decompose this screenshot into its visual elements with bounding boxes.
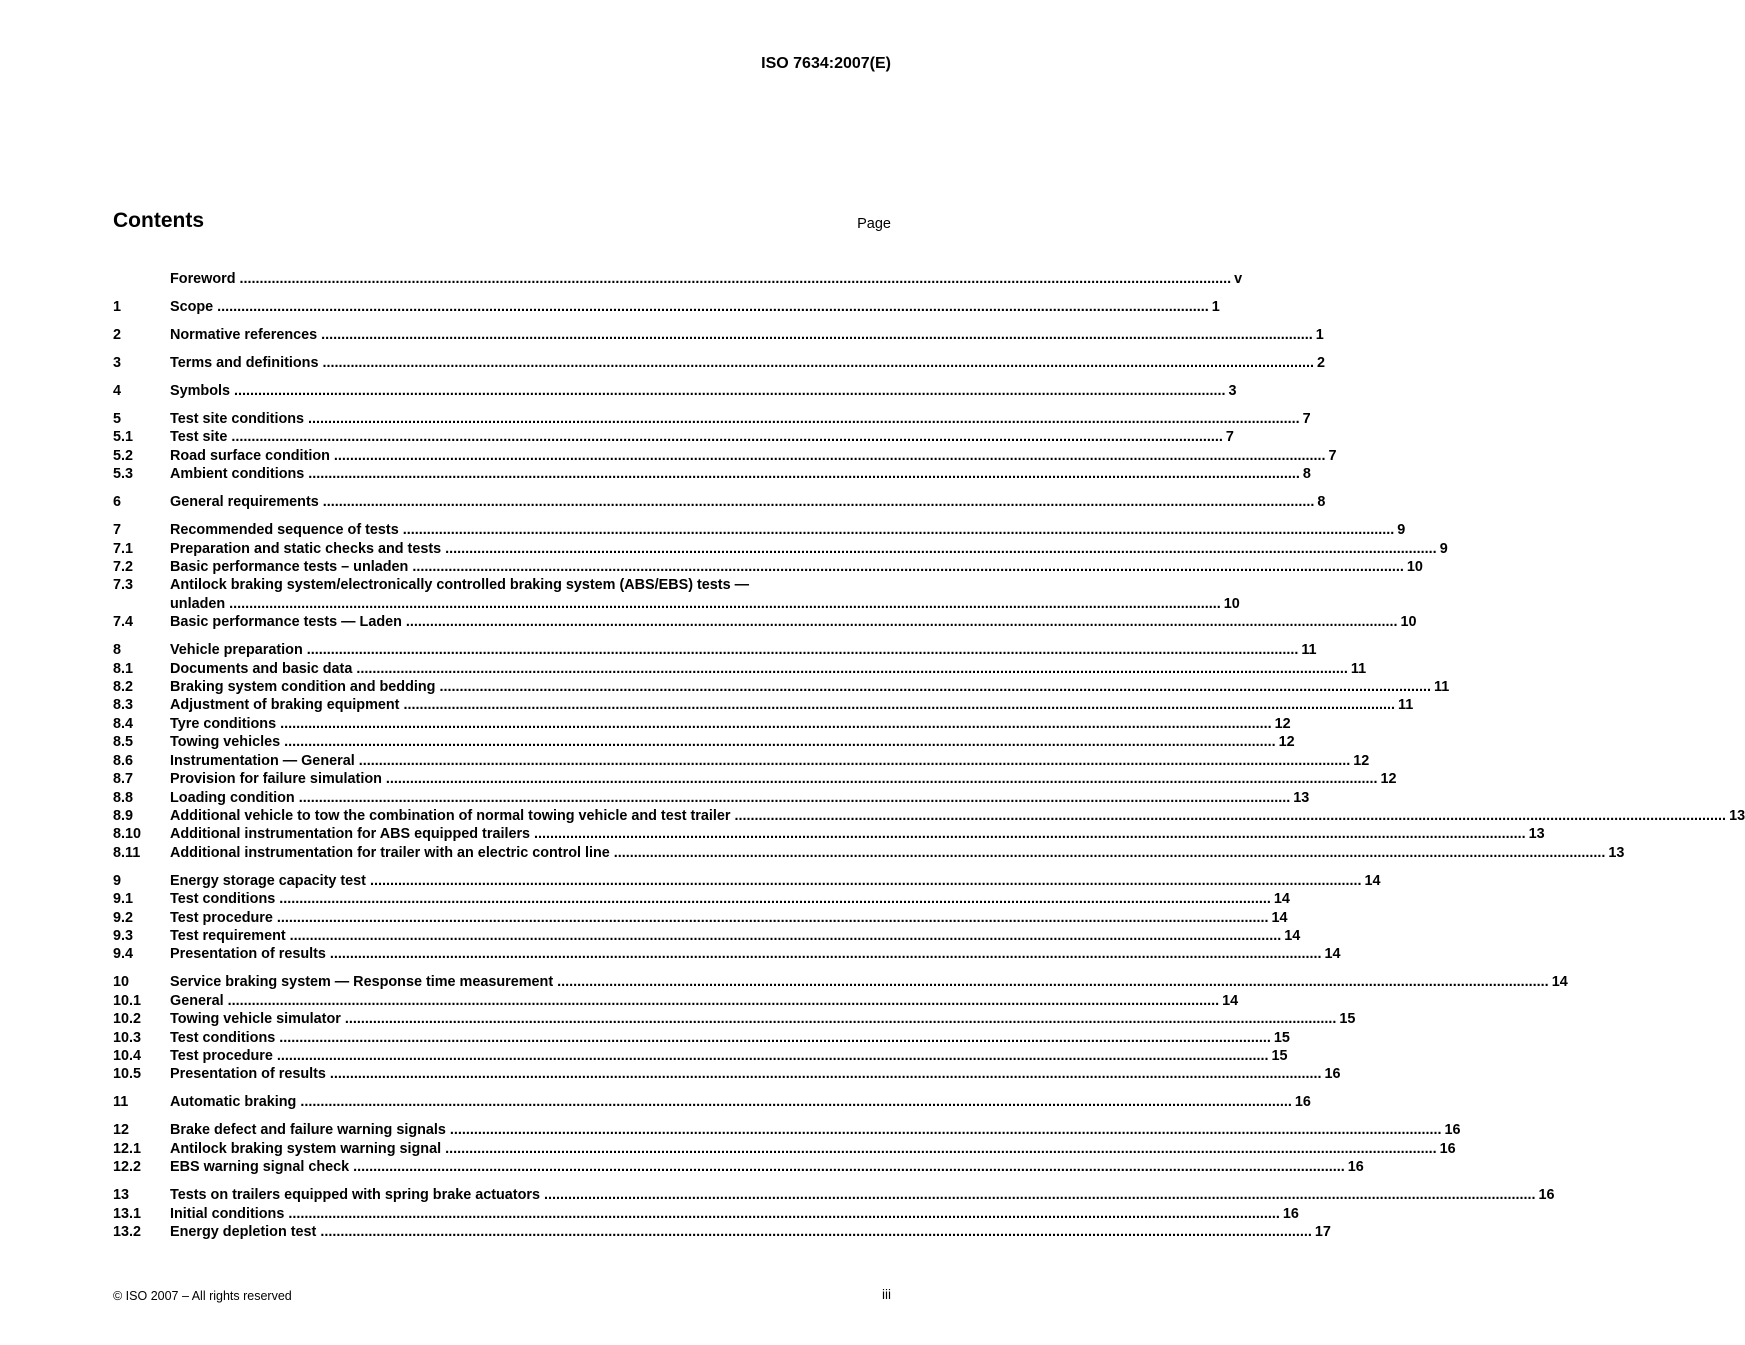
toc-entry-page: 13 (1293, 789, 1310, 806)
toc-entry[interactable] (113, 1093, 1311, 1111)
toc-entry-page: 16 (1347, 1159, 1364, 1176)
toc-entry-page: 11 (1398, 697, 1414, 714)
toc-entry[interactable] (113, 1140, 1456, 1158)
toc-entry-number: 3 (113, 355, 122, 371)
toc-entry-page: 13 (1729, 807, 1745, 824)
toc-entry-title: Automatic braking ..... (170, 1093, 1292, 1111)
toc-entry[interactable] (113, 354, 1326, 372)
toc-entry-page: 11 (1434, 679, 1450, 696)
toc-entry[interactable] (113, 447, 1337, 465)
toc-entry-number: 9 (113, 872, 122, 889)
toc-entry-page: 14 (1271, 909, 1288, 926)
toc-entry-title: Instrumentation — General ..... (170, 752, 1350, 770)
toc-entry-number: 8.9 (113, 807, 134, 824)
toc-entry[interactable] (113, 521, 1406, 539)
toc-entry-page: 15 (1271, 1047, 1288, 1064)
toc-entry-number: 1 (113, 299, 122, 315)
toc-entry-page: 12 (1278, 734, 1295, 751)
toc-entry-page: 10 (1400, 614, 1417, 631)
toc-entry-title: Towing vehicles ..... (170, 733, 1276, 751)
toc-entry-page: 11 (1301, 642, 1317, 659)
toc-entry-title: Terms and definitions ..... (170, 354, 1314, 372)
toc-entry[interactable] (113, 326, 1324, 344)
toc-entry[interactable] (113, 770, 1397, 788)
toc-entry-number: 8.7 (113, 771, 134, 788)
toc-entry-page: 14 (1364, 872, 1381, 889)
toc-entry-title: Test conditions ..... (170, 1029, 1271, 1047)
page-number: iii (882, 1287, 891, 1302)
toc-entry-page: 3 (1228, 383, 1237, 399)
toc-entry-title: Documents and basic data ..... (170, 660, 1348, 678)
toc-entry-title: Preparation and static checks and tests ..... (170, 540, 1437, 558)
toc-entry-number: 10 (113, 974, 130, 991)
toc-entry-title: Antilock braking system warning signal ..... (170, 1140, 1437, 1158)
toc-entry[interactable] (113, 1205, 1299, 1223)
toc-entry[interactable] (113, 992, 1239, 1010)
toc-entry-number: 10.3 (113, 1029, 142, 1046)
toc-entry-page: 16 (1444, 1122, 1461, 1139)
toc-entry[interactable] (113, 1186, 1555, 1204)
contents-heading: Contents (113, 209, 204, 232)
toc-entry-title: Test requirement ..... (170, 927, 1281, 945)
toc-entry-title: Adjustment of braking equipment ..... (170, 696, 1395, 714)
toc-entry-page: 1 (1211, 299, 1220, 315)
toc-entry-title: Recommended sequence of tests ..... (170, 521, 1394, 539)
toc-entry-page: v (1234, 271, 1243, 287)
toc-entry-title: Towing vehicle simulator ..... (170, 1010, 1336, 1028)
copyright-notice: © ISO 2007 – All rights reserved (113, 1289, 292, 1303)
toc-entry-page: 17 (1314, 1224, 1331, 1240)
toc-entry[interactable] (113, 576, 1240, 613)
toc-entry-title: Additional instrumentation for ABS equipped trailers ..... (170, 825, 1526, 843)
toc-entry-title: Test procedure ..... (170, 1047, 1268, 1065)
toc-entry-page: 2 (1317, 355, 1326, 371)
toc-entry-title-continued: unladen ..... (170, 595, 1221, 613)
toc-entry-page: 8 (1302, 466, 1311, 483)
toc-entry-number: 8.3 (113, 697, 134, 714)
toc-entry-number: 5 (113, 411, 122, 427)
toc-entry-number: 8.4 (113, 715, 134, 732)
toc-entry-title: Braking system condition and bedding ..... (170, 678, 1431, 696)
toc-entry[interactable] (113, 410, 1311, 428)
toc-entry[interactable] (113, 825, 1545, 843)
toc-entry[interactable] (113, 660, 1367, 678)
toc-entry-title: Tests on trailers equipped with spring brake actuators ..... (170, 1186, 1536, 1204)
toc-entry-page: 7 (1302, 411, 1311, 427)
toc-entry-number: 9.4 (113, 946, 134, 963)
page-column-label: Page (857, 216, 891, 232)
toc-entry-number: 7 (113, 522, 122, 539)
toc-entry[interactable] (113, 1047, 1288, 1065)
toc-entry-page: 11 (1350, 660, 1367, 677)
toc-entry-number: 8.2 (113, 679, 134, 696)
toc-entry[interactable] (113, 973, 1568, 991)
toc-entry-title: EBS warning signal check ..... (170, 1158, 1345, 1176)
toc-entry[interactable] (113, 1158, 1364, 1176)
toc-entry-number: 8.5 (113, 734, 134, 751)
toc-entry-page: 15 (1273, 1029, 1290, 1046)
toc-entry-page: 8 (1317, 494, 1326, 511)
toc-entry-page: 10 (1406, 559, 1423, 576)
toc-entry-number: 9.3 (113, 927, 134, 944)
toc-entry-page: 16 (1324, 1066, 1341, 1083)
toc-entry-number: 10.5 (113, 1066, 142, 1083)
toc-entry-number: 8.8 (113, 789, 134, 806)
toc-entry-title: Basic performance tests – unladen ..... (170, 558, 1404, 576)
toc-entry-page: 9 (1397, 522, 1406, 539)
toc-entry[interactable] (113, 1121, 1461, 1139)
toc-entry-number: 8.11 (113, 844, 141, 861)
toc-entry-page: 12 (1353, 752, 1370, 769)
toc-entry-title: Energy depletion test ..... (170, 1223, 1312, 1241)
toc-entry[interactable] (113, 752, 1370, 770)
toc-entry-page: 7 (1225, 429, 1234, 446)
toc-entry[interactable] (113, 641, 1317, 659)
toc-entry-page: 16 (1538, 1187, 1555, 1204)
toc-entry[interactable] (113, 298, 1220, 316)
document-id: ISO 7634:2007(E) (761, 55, 891, 72)
toc-entry[interactable] (113, 696, 1414, 714)
toc-entry-number: 10.1 (113, 992, 142, 1009)
toc-entry-number: 7.3 (113, 577, 134, 594)
toc-entry[interactable] (113, 844, 1625, 862)
toc-entry[interactable] (113, 789, 1310, 807)
toc-entry-number: 7.1 (113, 540, 134, 557)
toc-entry[interactable] (113, 1010, 1356, 1028)
toc-entry-title: Additional vehicle to tow the combination of normal towing vehicle and test trailer ..... (170, 807, 1726, 825)
toc-entry[interactable] (113, 270, 1243, 288)
toc-entry[interactable] (113, 807, 1745, 825)
toc-entry-page: 12 (1380, 771, 1397, 788)
toc-entry-title: Initial conditions ..... (170, 1205, 1280, 1223)
toc-entry-page: 12 (1274, 715, 1291, 732)
toc-entry-title: Brake defect and failure warning signals ..... (170, 1121, 1441, 1139)
toc-entry-title: Presentation of results ..... (170, 1065, 1322, 1083)
toc-entry-number: 8.10 (113, 826, 142, 843)
toc-entry-number: 12.1 (113, 1140, 142, 1157)
toc-entry-title: Road surface condition ..... (170, 447, 1325, 465)
toc-entry-number: 12 (113, 1122, 130, 1139)
toc-entry-title: Test conditions ..... (170, 890, 1271, 908)
toc-entry-number: 7.4 (113, 614, 134, 631)
toc-entry-title: Normative references ..... (170, 326, 1313, 344)
toc-entry-number: 13.2 (113, 1224, 142, 1240)
toc-entry-page: 10 (1223, 595, 1240, 612)
toc-entry[interactable] (113, 872, 1381, 890)
toc-entry-page: 7 (1328, 447, 1337, 464)
toc-entry-number: 8.1 (113, 660, 134, 677)
toc-entry-page: 14 (1324, 946, 1341, 963)
toc-entry-number: 12.2 (113, 1159, 142, 1176)
toc-entry-number: 5.2 (113, 447, 134, 464)
toc-entry-number: 11 (113, 1094, 129, 1111)
toc-entry-number: 8 (113, 642, 122, 659)
toc-entry-page: 14 (1284, 927, 1301, 944)
toc-entry-number: 7.2 (113, 559, 134, 576)
toc-entry-title: Test site conditions ..... (170, 410, 1300, 428)
toc-entry[interactable] (113, 1029, 1290, 1047)
toc-entry-title: Ambient conditions ..... (170, 465, 1300, 483)
toc-entry-page: 16 (1439, 1140, 1456, 1157)
toc-entry-title: Loading condition ..... (170, 789, 1290, 807)
toc-entry-page: 13 (1608, 844, 1625, 861)
toc-entry-number: 5.3 (113, 466, 134, 483)
toc-entry-page: 14 (1222, 992, 1239, 1009)
toc-entry-number: 13.1 (113, 1205, 142, 1222)
toc-entry[interactable] (113, 927, 1301, 945)
toc-entry-number: 13 (113, 1187, 130, 1204)
toc-entry-number: 10.4 (113, 1047, 142, 1064)
toc-entry-title: Additional instrumentation for trailer with an electric control line ..... (170, 844, 1605, 862)
toc-entry-number: 9.1 (113, 891, 134, 908)
toc-entry[interactable] (113, 1223, 1331, 1241)
toc-entry-title: Scope ..... (170, 298, 1209, 316)
toc-entry-title: Basic performance tests — Laden ..... (170, 613, 1398, 631)
toc-entry[interactable] (113, 733, 1295, 751)
toc-entry-number: 5.1 (113, 429, 134, 446)
toc-entry-number: 6 (113, 494, 122, 511)
toc-entry[interactable] (113, 465, 1311, 483)
toc-entry-page: 1 (1315, 327, 1324, 343)
toc-entry[interactable] (113, 909, 1288, 927)
toc-entry-title: Foreword ..... (170, 270, 1231, 288)
toc-entry-page: 15 (1339, 1011, 1356, 1028)
toc-entry-page: 14 (1551, 974, 1568, 991)
toc-entry-title: Test site ..... (170, 428, 1223, 446)
toc-entry-title: Energy storage capacity test ..... (170, 872, 1362, 890)
toc-entry[interactable] (113, 1065, 1341, 1083)
toc-entry-title: Tyre conditions ..... (170, 715, 1272, 733)
toc-entry-number: 8.6 (113, 752, 134, 769)
toc-entry-title: General requirements ..... (170, 493, 1314, 511)
toc-entry[interactable] (113, 613, 1417, 631)
toc-entry-number: 9.2 (113, 909, 134, 926)
table-of-contents (113, 270, 1745, 1241)
toc-entry-page: 16 (1294, 1094, 1311, 1111)
toc-entry-page: 9 (1439, 540, 1448, 557)
toc-entry-title: Symbols ..... (170, 382, 1226, 400)
toc-entry-number: 2 (113, 327, 122, 343)
toc-entry-title: Vehicle preparation ..... (170, 641, 1298, 659)
toc-entry-page: 13 (1528, 826, 1545, 843)
toc-entry-title: Provision for failure simulation ..... (170, 770, 1377, 788)
toc-entry-number: 10.2 (113, 1011, 142, 1028)
toc-entry[interactable] (113, 945, 1341, 963)
toc-entry-page: 16 (1282, 1205, 1299, 1222)
toc-entry[interactable] (113, 890, 1290, 908)
toc-entry-title: Service braking system — Response time measurement ..... (170, 973, 1549, 991)
toc-entry-title: Test procedure ..... (170, 909, 1268, 927)
toc-entry[interactable] (113, 493, 1326, 511)
toc-entry[interactable] (113, 678, 1450, 696)
toc-entry[interactable] (113, 428, 1234, 446)
toc-entry-title: Antilock braking system/electronically controlled braking system (ABS/EBS) tests — (170, 577, 749, 594)
toc-entry[interactable] (113, 382, 1237, 400)
toc-entry-title: General ..... (170, 992, 1219, 1010)
toc-entry[interactable] (113, 558, 1423, 576)
toc-entry-number: 4 (113, 383, 122, 399)
toc-entry[interactable] (113, 540, 1448, 558)
toc-entry-page: 14 (1273, 891, 1290, 908)
toc-entry[interactable] (113, 715, 1291, 733)
toc-entry-title: Presentation of results ..... (170, 945, 1322, 963)
